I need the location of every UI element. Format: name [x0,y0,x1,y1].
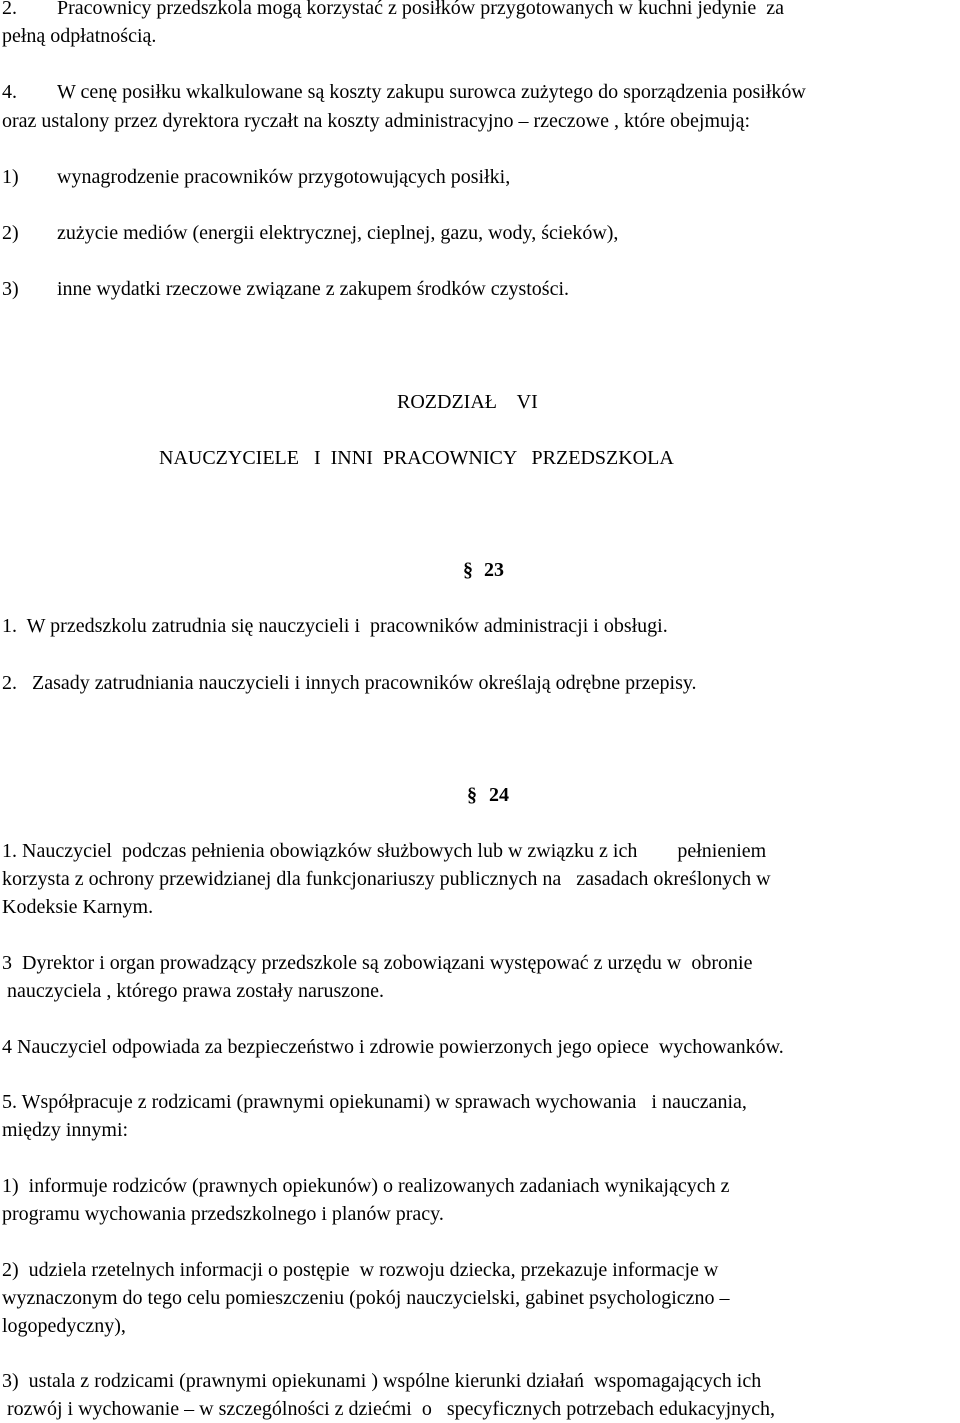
section-number: 24 [489,784,509,806]
section-symbol: § [463,559,473,581]
list-item-text: wynagrodzenie pracowników przygotowujących posiłki, [57,166,511,188]
list-item-text: inne wydatki rzeczowe związane z zakupem środków czystości. [57,278,570,300]
paragraph-text: Pracownicy przedszkola mogą korzystać z posiłków przygotowanych w kuchni jedynie za [57,0,784,19]
list-item-text: rozwój i wychowanie – w szczególności z dziećmi o specyficznych potrzebach edukacyjnych, [2,1398,776,1420]
list-item-text: 1) informuje rodziców (prawnych opiekunów) o realizowanych zadaniach wynikających z [2,1175,730,1197]
paragraph-text: korzysta z ochrony przewidzianej dla funkcjonariuszy publicznych na zasadach określonych w [2,868,771,890]
list-item-text: programu wychowania przedszkolnego i planów pracy. [2,1203,444,1225]
list-item-number: 3) [2,278,19,300]
list-item-number: 1) [2,166,19,188]
paragraph-text: 5. Współpracuje z rodzicami (prawnymi opiekunami) w sprawach wychowania i nauczania, [2,1091,747,1113]
paragraph-text: nauczyciela , którego prawa zostały naruszone. [2,980,385,1002]
paragraph-text: 3 Dyrektor i organ prowadzący przedszkole są zobowiązani występować z urzędu w obronie [2,952,753,974]
paragraph-number: 4. [2,81,17,103]
list-item-text: logopedyczny), [2,1315,126,1337]
paragraph-number: 2. [2,0,17,19]
list-item-text: 2) udziela rzetelnych informacji o postępie w rozwoju dziecka, przekazuje informacje w [2,1259,719,1281]
paragraph-text: W cenę posiłku wkalkulowane są koszty zakupu surowca zużytego do sporządzenia posiłków [57,81,806,103]
chapter-title: ROZDZIAŁ VI [397,391,538,413]
section-symbol: § [467,784,477,806]
paragraph-text: 2. Zasady zatrudniania nauczycieli i innych pracowników określają odrębne przepisy. [2,672,697,694]
paragraph-text: 1. Nauczyciel podczas pełnienia obowiązków służbowych lub w związku z ich pełnieniem [2,840,767,862]
paragraph-text: 4 Nauczyciel odpowiada za bezpieczeństwo i zdrowie powierzonych jego opiece wychowanków. [2,1036,784,1058]
list-item-text: zużycie mediów (energii elektrycznej, cieplnej, gazu, wody, ścieków), [57,222,619,244]
list-item-text: 3) ustala z rodzicami (prawnymi opiekunami ) wspólne kierunki działań wspomagających ich [2,1370,762,1392]
list-item-text: wyznaczonym do tego celu pomieszczeniu (pokój nauczycielski, gabinet psychologiczno – [2,1287,730,1309]
list-item-number: 2) [2,222,19,244]
section-number: 23 [484,559,504,581]
paragraph-text: między innymi: [2,1119,129,1141]
paragraph-text: oraz ustalony przez dyrektora ryczałt na koszty administracyjno – rzeczowe , które obejmują: [2,110,751,132]
paragraph-text: 1. W przedszkolu zatrudnia się nauczycieli i pracowników administracji i obsługi. [2,615,668,637]
paragraph-text: pełną odpłatnością. [2,25,157,47]
chapter-subtitle: NAUCZYCIELE I INNI PRACOWNICY PRZEDSZKOLA [159,447,674,469]
paragraph-text: Kodeksie Karnym. [2,896,154,918]
